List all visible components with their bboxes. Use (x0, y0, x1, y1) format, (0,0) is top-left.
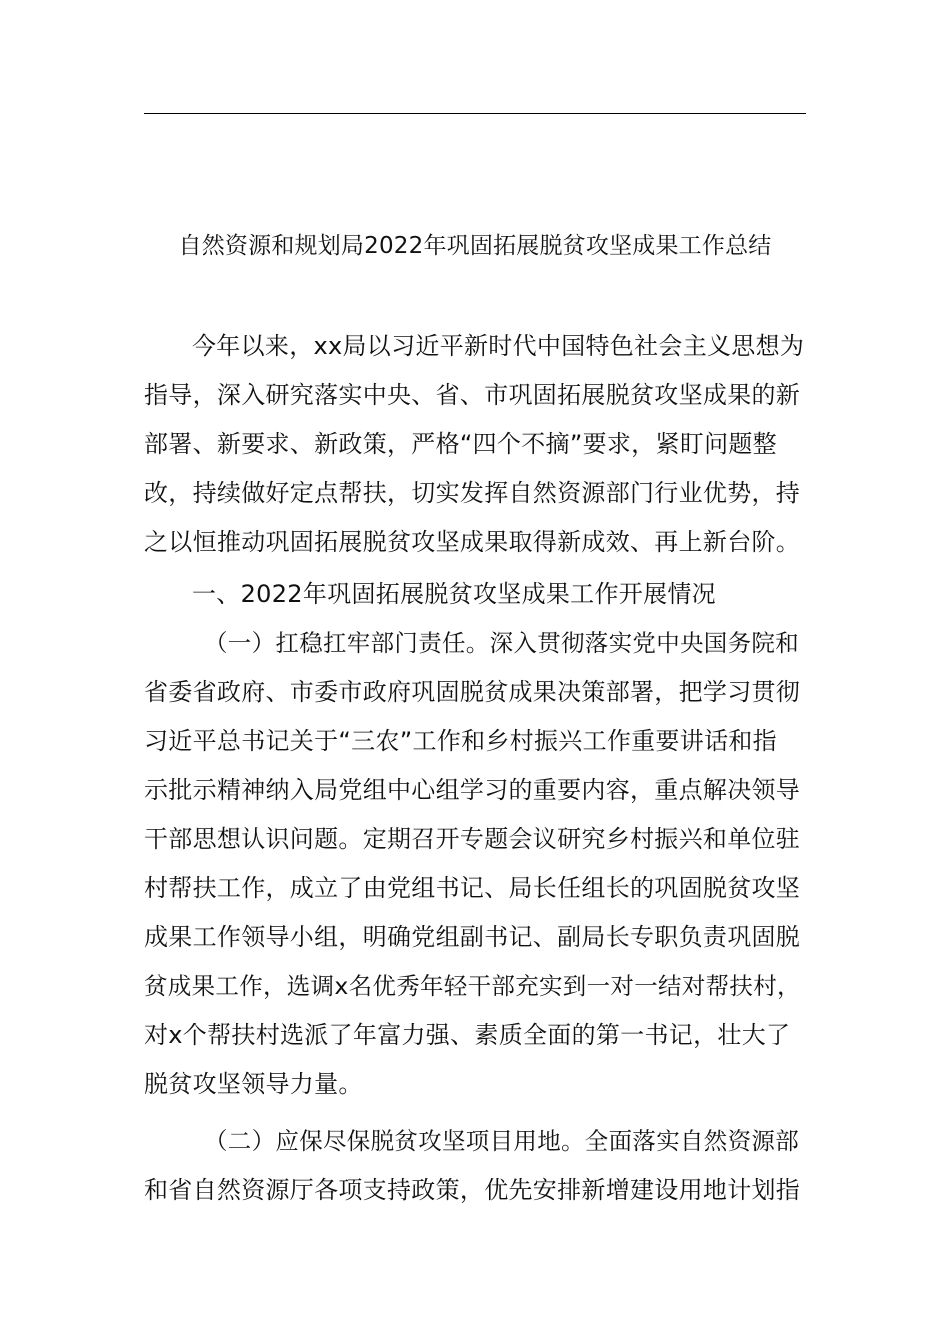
paragraph-line: 对x个帮扶村选派了年富力强、素质全面的第一书记，壮大了 (144, 1021, 791, 1049)
paragraph-line: 部署、新要求、新政策，严格“四个不摘”要求，紧盯问题整 (144, 430, 777, 458)
document-title: 自然资源和规划局2022年巩固拓展脱贫攻坚成果工作总结 (178, 233, 772, 259)
paragraph-line: 改，持续做好定点帮扶，切实发挥自然资源部门行业优势，持 (144, 479, 801, 507)
paragraph-line: （一）扛稳扛牢部门责任。深入贯彻落实党中央国务院和 (204, 629, 799, 657)
paragraph-line: 脱贫攻坚领导力量。 (144, 1070, 363, 1098)
section-heading: 一、2022年巩固拓展脱贫攻坚成果工作开展情况 (192, 580, 716, 608)
paragraph-line: 干部思想认识问题。定期召开专题会议研究乡村振兴和单位驻 (144, 825, 801, 853)
paragraph-line: （二）应保尽保脱贫攻坚项目用地。全面落实自然资源部 (204, 1127, 799, 1155)
paragraph-line: 之以恒推动巩固拓展脱贫攻坚成果取得新成效、再上新台阶。 (144, 528, 801, 556)
paragraph-line: 省委省政府、市委市政府巩固脱贫成果决策部署，把学习贯彻 (144, 678, 801, 706)
paragraph-line: 成果工作领导小组，明确党组副书记、副局长专职负责巩固脱 (144, 923, 801, 951)
paragraph-line: 村帮扶工作，成立了由党组书记、局长任组长的巩固脱贫攻坚 (144, 874, 801, 902)
paragraph-line: 今年以来，xx局以习近平新时代中国特色社会主义思想为 (192, 332, 805, 360)
paragraph-line: 示批示精神纳入局党组中心组学习的重要内容，重点解决领导 (144, 776, 801, 804)
paragraph-line: 指导，深入研究落实中央、省、市巩固拓展脱贫攻坚成果的新 (144, 381, 801, 409)
paragraph-line: 贫成果工作，选调x名优秀年轻干部充实到一对一结对帮扶村， (144, 972, 801, 1000)
header-rule (144, 113, 806, 114)
paragraph-line: 习近平总书记关于“三农”工作和乡村振兴工作重要讲话和指 (144, 727, 777, 755)
paragraph-line: 和省自然资源厅各项支持政策，优先安排新增建设用地计划指 (144, 1176, 801, 1204)
